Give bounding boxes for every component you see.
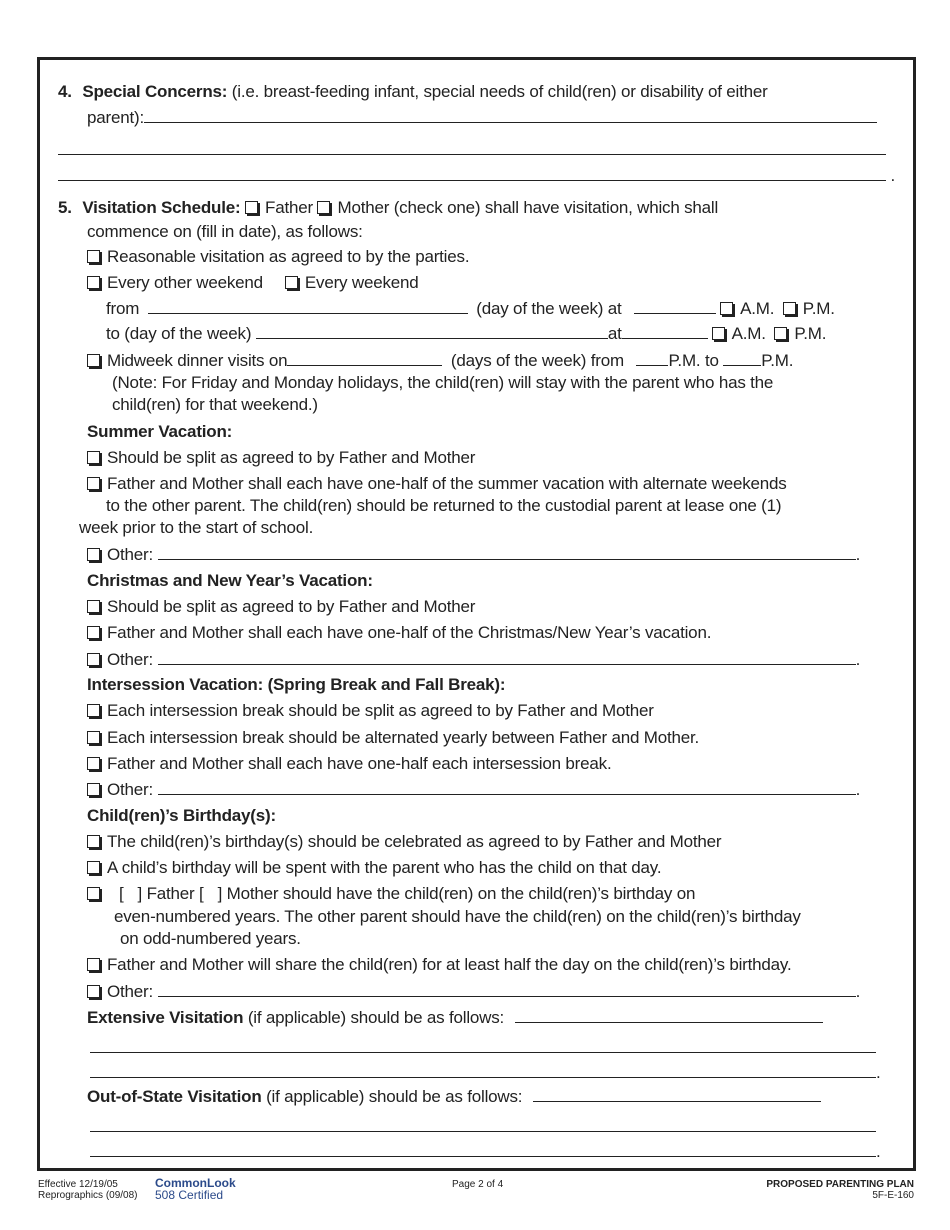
blank-line — [90, 1141, 881, 1163]
checkbox[interactable] — [87, 731, 100, 744]
label: (if applicable) should be as follows: — [247, 1008, 505, 1027]
blank-line — [58, 165, 895, 187]
period: . — [855, 780, 861, 799]
section-4-heading — [58, 81, 768, 103]
section-text: commence on (fill in date), as follows: — [87, 222, 363, 241]
label: (if applicable) should be as follows: — [266, 1087, 523, 1106]
blank-line — [90, 1037, 876, 1059]
birthday-option-1 — [87, 831, 721, 853]
label: Extensive Visitation — [87, 1008, 244, 1027]
special-concerns-field-2[interactable] — [58, 139, 886, 155]
midweek-checkbox[interactable] — [87, 354, 100, 367]
birthday-heading: Child(ren)’s Birthday(s): — [87, 806, 276, 825]
note-text: child(ren) for that weekend.) — [112, 395, 318, 414]
label: Other: — [107, 982, 154, 1001]
checkbox[interactable] — [87, 653, 100, 666]
period: . — [890, 166, 896, 185]
label: (day of the week) at — [476, 299, 622, 318]
checkbox[interactable] — [87, 477, 100, 490]
commonlook-logo — [155, 1177, 236, 1201]
option-text: on odd-numbered years. — [120, 929, 301, 948]
reasonable-checkbox[interactable] — [87, 250, 100, 263]
checkbox[interactable] — [87, 600, 100, 613]
blank-line — [58, 139, 886, 161]
special-concerns-field-3[interactable] — [58, 165, 886, 181]
period: . — [876, 1063, 881, 1082]
section-number: 4. — [58, 82, 72, 101]
other-field[interactable] — [158, 981, 856, 997]
to-day-field[interactable] — [256, 323, 608, 339]
from-day-field[interactable] — [148, 298, 468, 314]
father-bracket-checkbox[interactable]: [ — [119, 884, 124, 903]
label: Mother (check one) shall have visitation, which shall — [337, 198, 719, 217]
footer-effective — [38, 1179, 138, 1201]
checkbox[interactable] — [87, 757, 100, 770]
label: P.M. — [794, 324, 827, 343]
period: . — [855, 650, 861, 669]
label: (days of the week) from — [450, 351, 624, 370]
birthday-option-2 — [87, 857, 661, 879]
logo-subtext: 508 Certified — [155, 1188, 224, 1202]
intersession-option-1 — [87, 700, 654, 722]
extensive-visitation-field-3[interactable] — [90, 1062, 876, 1078]
form-number: 5F-E-160 — [872, 1190, 914, 1201]
label: ] Mother should have the child(ren) on the child(ren)’s birthday on — [217, 884, 696, 903]
christmas-option-1 — [87, 596, 475, 618]
extensive-visitation-line — [87, 1007, 823, 1029]
label: Each intersession break should be split as agreed to by Father and Mother — [107, 701, 654, 720]
out-of-state-visitation-field-2[interactable] — [90, 1116, 876, 1132]
form-title: PROPOSED PARENTING PLAN — [766, 1179, 914, 1190]
effective-date: Effective 12/19/05 — [38, 1179, 118, 1190]
other-field[interactable] — [158, 779, 856, 795]
footer-form-id — [766, 1179, 914, 1201]
intersession-option-3 — [87, 753, 611, 775]
birthday-option-3 — [87, 883, 695, 905]
from-line — [106, 298, 835, 320]
label: The child(ren)’s birthday(s) should be celebrated as agreed to by Father and Mother — [107, 832, 722, 851]
note-text: (Note: For Friday and Monday holidays, the child(ren) will stay with the parent who has the — [112, 373, 774, 392]
checkbox[interactable] — [87, 704, 100, 717]
from-pm-checkbox[interactable] — [783, 302, 796, 315]
summer-vacation-heading: Summer Vacation: — [87, 422, 233, 441]
intersession-option-2 — [87, 727, 699, 749]
special-concerns-line — [87, 107, 877, 129]
christmas-vacation-heading: Christmas and New Year’s Vacation: — [87, 571, 373, 590]
checkbox[interactable] — [87, 548, 100, 561]
extensive-visitation-field-2[interactable] — [90, 1037, 876, 1053]
other-field[interactable] — [158, 649, 856, 665]
label: Should be split as agreed to by Father and Mother — [107, 597, 476, 616]
checkbox[interactable] — [87, 783, 100, 796]
birthday-other — [87, 981, 860, 1003]
label: Each intersession break should be alternated yearly between Father and Mother. — [107, 728, 700, 747]
out-of-state-visitation-field-3[interactable] — [90, 1141, 876, 1157]
reprographics: Reprographics (09/08) — [38, 1190, 138, 1201]
label: Out-of-State Visitation — [87, 1087, 262, 1106]
label: from — [106, 299, 140, 318]
to-am-checkbox[interactable] — [712, 327, 725, 340]
from-time-field[interactable] — [634, 298, 716, 314]
section-title: Special Concerns: — [82, 82, 228, 101]
mother-checkbox[interactable] — [317, 201, 330, 214]
extensive-visitation-field[interactable] — [515, 1007, 823, 1023]
to-pm-checkbox[interactable] — [774, 327, 787, 340]
label: A.M. — [740, 299, 775, 318]
summer-option-2 — [87, 473, 787, 495]
blank-line — [90, 1062, 881, 1084]
label: Other: — [107, 545, 154, 564]
label: Father and Mother shall each have one-half each intersession break. — [107, 754, 612, 773]
birthday-option-4 — [87, 954, 791, 976]
label: Should be split as agreed to by Father and Mother — [107, 448, 476, 467]
option-text: to the other parent. The child(ren) should be returned to the custodial parent at lease one (1) — [106, 496, 782, 515]
mother-bracket-checkbox[interactable]: ] Father [ — [137, 884, 204, 903]
summer-option-1 — [87, 447, 475, 469]
logo-text: CommonLook — [155, 1176, 236, 1190]
checkbox[interactable] — [87, 451, 100, 464]
every-other-weekend-checkbox[interactable] — [87, 276, 100, 289]
checkbox[interactable] — [87, 835, 100, 848]
label: Reasonable visitation as agreed to by the parties. — [107, 247, 470, 266]
checkbox[interactable] — [87, 887, 100, 900]
midweek-from-field[interactable] — [636, 350, 668, 366]
section-5-heading — [58, 197, 718, 219]
label: P.M. — [802, 299, 835, 318]
option-reasonable — [87, 246, 469, 268]
period: . — [876, 1142, 881, 1161]
checkbox[interactable] — [87, 861, 100, 874]
period: . — [855, 982, 861, 1001]
checkbox[interactable] — [87, 958, 100, 971]
label: P.M. — [761, 351, 794, 370]
label: Father and Mother shall each have one-half of the Christmas/New Year’s vacation. — [107, 623, 712, 642]
christmas-other — [87, 649, 860, 671]
blank-line — [90, 1116, 876, 1138]
label: Father — [265, 198, 313, 217]
section-text: (i.e. breast-feeding infant, special needs of child(ren) or disability of either — [231, 82, 768, 101]
page-number: Page 2 of 4 — [452, 1179, 504, 1190]
label: Father and Mother will share the child(ren) for at least half the day on the child(ren)’s birthday. — [107, 955, 792, 974]
option-text: week prior to the start of school. — [79, 518, 314, 537]
intersession-other — [87, 779, 860, 801]
label: to (day of the week) — [106, 324, 252, 343]
label: Father and Mother shall each have one-half of the summer vacation with alternate weekends — [107, 474, 787, 493]
from-am-checkbox[interactable] — [720, 302, 733, 315]
label: Every other weekend — [107, 273, 263, 292]
option-text: even-numbered years. The other parent should have the child(ren) on the child(ren)’s birthday — [114, 907, 801, 926]
to-line — [106, 323, 826, 345]
intersession-vacation-heading: Intersession Vacation: (Spring Break and Fall Break): — [87, 675, 506, 694]
father-checkbox[interactable] — [245, 201, 258, 214]
christmas-option-2 — [87, 622, 711, 644]
label: P.M. to — [668, 351, 719, 370]
period: . — [855, 545, 861, 564]
checkbox[interactable] — [87, 985, 100, 998]
to-time-field[interactable] — [622, 323, 708, 339]
option-midweek — [87, 350, 793, 372]
midweek-days-field[interactable] — [287, 350, 442, 366]
checkbox[interactable] — [87, 626, 100, 639]
label: A.M. — [731, 324, 766, 343]
label: parent): — [87, 108, 144, 127]
out-of-state-visitation-line — [87, 1086, 821, 1108]
section-title: Visitation Schedule: — [82, 198, 241, 217]
every-weekend-checkbox[interactable] — [285, 276, 298, 289]
midweek-to-field[interactable] — [723, 350, 761, 366]
label: at — [607, 324, 622, 343]
label: Every weekend — [304, 273, 419, 292]
special-concerns-field[interactable] — [144, 107, 877, 123]
summer-other — [87, 544, 860, 566]
label: Other: — [107, 780, 154, 799]
other-field[interactable] — [158, 544, 856, 560]
label: A child’s birthday will be spent with the parent who has the child on that day. — [107, 858, 662, 877]
label: Midweek dinner visits on — [107, 351, 288, 370]
label: Other: — [107, 650, 154, 669]
out-of-state-visitation-field[interactable] — [533, 1086, 821, 1102]
option-weekends — [87, 272, 419, 294]
section-number: 5. — [58, 198, 72, 217]
